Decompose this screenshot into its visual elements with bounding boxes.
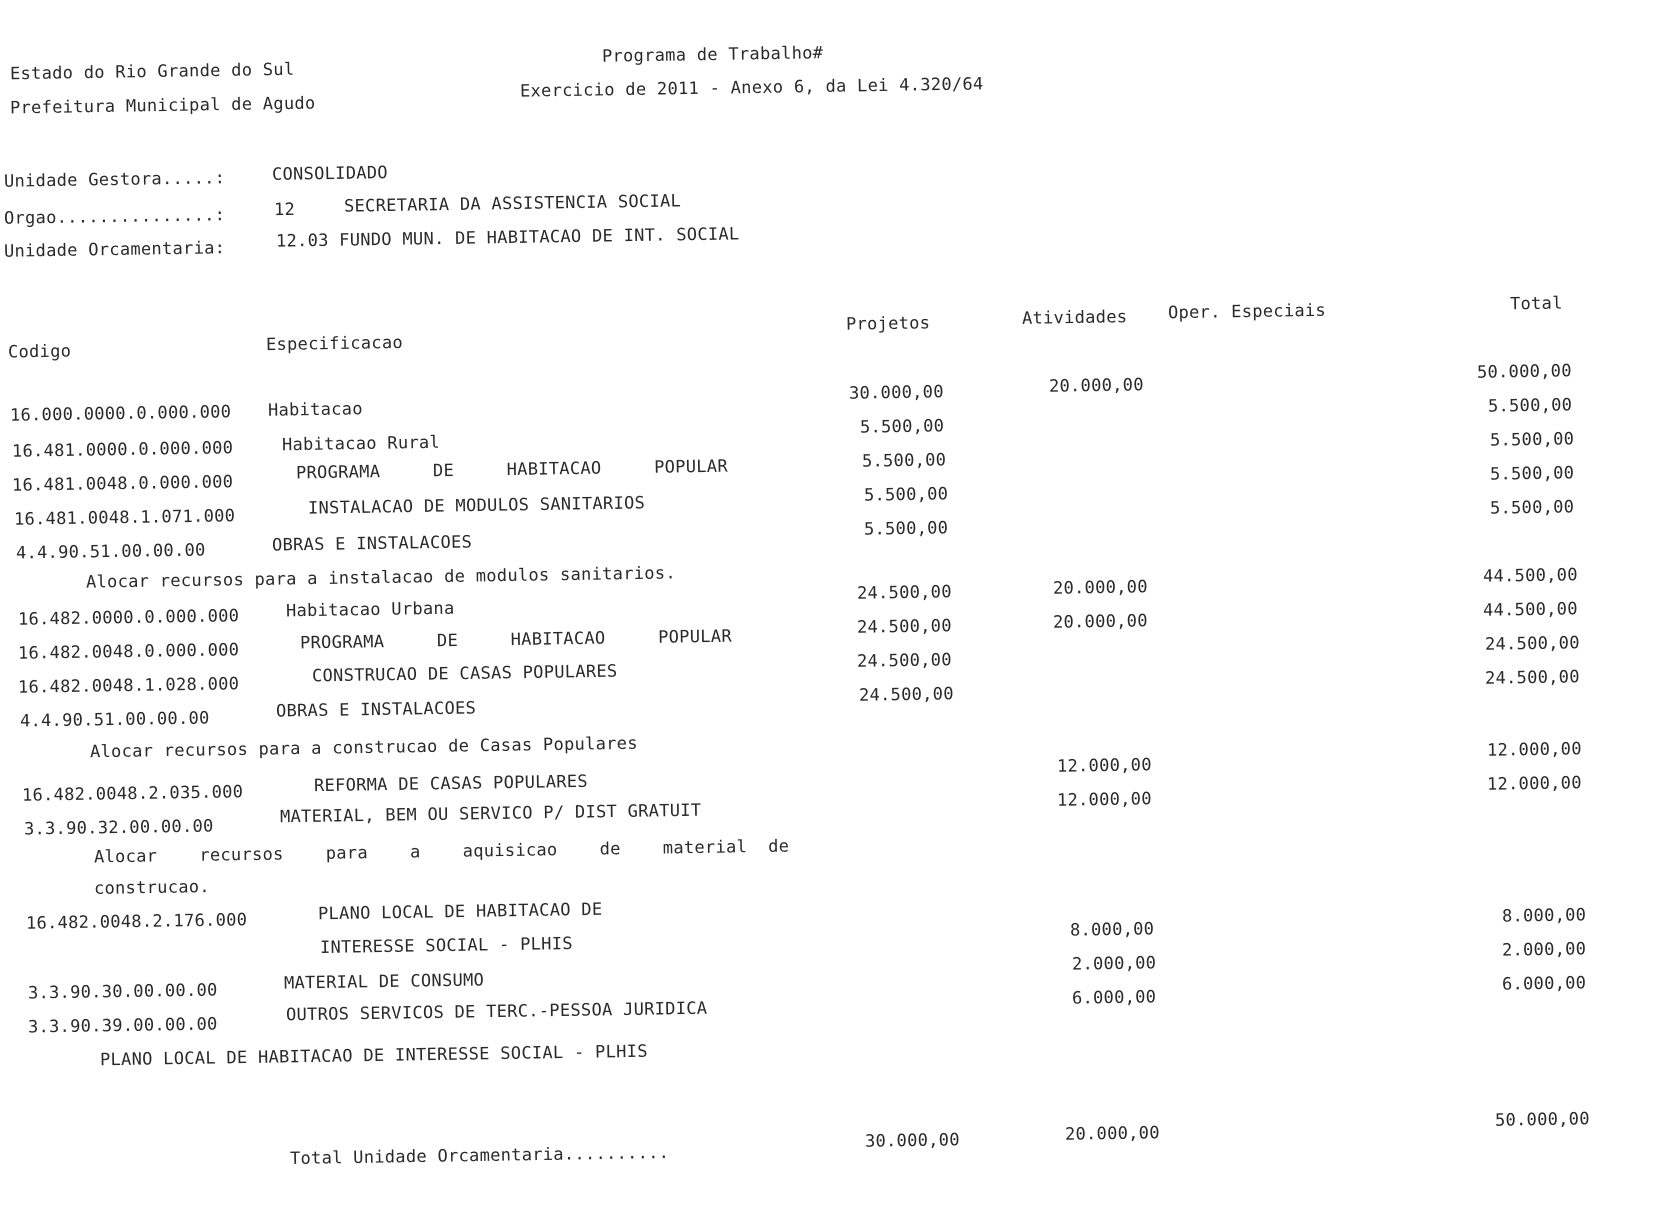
row-atividades: 20.000,00	[1053, 611, 1149, 633]
row-code: 16.482.0000.0.000.000	[17, 606, 240, 630]
row-code: 16.482.0048.1.028.000	[17, 674, 240, 698]
row-projetos: 24.500,00	[857, 616, 953, 638]
row-code: 16.482.0048.0.000.000	[17, 640, 240, 664]
row-code: 16.000.0000.0.000.000	[9, 402, 232, 426]
row-total: 12.000,00	[1487, 739, 1583, 761]
unidade-gestora-label: Unidade Gestora.....:	[3, 168, 226, 192]
row-projetos: 5.500,00	[863, 484, 949, 506]
row-spec: PLANO LOCAL DE HABITACAO DE	[317, 899, 603, 925]
row-note: Alocar recursos para a aquisicao de material de	[93, 836, 790, 868]
program-title: Programa de Trabalho#	[601, 43, 824, 67]
total-unidade-label: Total Unidade Orcamentaria..........	[289, 1143, 670, 1169]
row-projetos: 24.500,00	[859, 684, 955, 706]
row-total: 5.500,00	[1489, 429, 1575, 451]
orgao-code: 12	[273, 199, 296, 221]
orgao-name: SECRETARIA DA ASSISTENCIA SOCIAL	[343, 191, 682, 217]
row-total: 44.500,00	[1483, 599, 1579, 621]
total-projetos: 30.000,00	[865, 1130, 961, 1152]
col-total: Total	[1509, 293, 1563, 315]
row-projetos: 24.500,00	[857, 650, 953, 672]
row-spec: PROGRAMA DE HABITACAO POPULAR	[299, 626, 733, 654]
row-total: 6.000,00	[1501, 973, 1587, 995]
row-spec: OBRAS E INSTALACOES	[271, 532, 473, 556]
row-atividades: 12.000,00	[1057, 789, 1153, 811]
col-atividades: Atividades	[1021, 307, 1128, 329]
row-code: 4.4.90.51.00.00.00	[19, 708, 210, 732]
row-atividades: 8.000,00	[1069, 919, 1155, 941]
row-total: 44.500,00	[1483, 565, 1579, 587]
row-total: 12.000,00	[1487, 773, 1583, 795]
row-spec: Habitacao Urbana	[285, 598, 455, 622]
col-codigo: Codigo	[7, 341, 72, 363]
row-note: construcao.	[93, 877, 211, 899]
row-code: 3.3.90.39.00.00.00	[27, 1014, 218, 1038]
row-total: 2.000,00	[1501, 939, 1587, 961]
row-total: 8.000,00	[1501, 905, 1587, 927]
row-projetos: 24.500,00	[857, 582, 953, 604]
municipality-name: Prefeitura Municipal de Agudo	[9, 93, 316, 119]
orgao-label: Orgao...............:	[3, 205, 226, 229]
row-atividades: 2.000,00	[1071, 953, 1157, 975]
row-spec: CONSTRUCAO DE CASAS POPULARES	[311, 661, 618, 687]
row-note: Alocar recursos para a instalacao de modulos sanitarios.	[85, 563, 677, 593]
row-projetos: 30.000,00	[849, 382, 945, 404]
row-spec: INSTALACAO DE MODULOS SANITARIOS	[307, 493, 646, 519]
row-spec: PROGRAMA DE HABITACAO POPULAR	[295, 456, 729, 484]
row-total: 5.500,00	[1489, 497, 1575, 519]
row-code: 16.481.0048.0.000.000	[11, 472, 234, 496]
row-note: Alocar recursos para a construcao de Casas Populares	[89, 733, 638, 763]
col-projetos: Projetos	[845, 313, 931, 335]
row-total: 24.500,00	[1485, 667, 1581, 689]
unidade-orcamentaria-value: 12.03 FUNDO MUN. DE HABITACAO DE INT. SOCIAL	[275, 224, 740, 252]
row-atividades: 20.000,00	[1049, 375, 1145, 397]
row-code: 16.481.0000.0.000.000	[11, 438, 234, 462]
state-name: Estado do Rio Grande do Sul	[9, 59, 295, 85]
unidade-orcamentaria-label: Unidade Orcamentaria:	[3, 238, 226, 262]
row-code: 16.482.0048.2.035.000	[21, 782, 244, 806]
row-total: 24.500,00	[1485, 633, 1581, 655]
row-atividades: 20.000,00	[1053, 577, 1149, 599]
row-spec: REFORMA DE CASAS POPULARES	[313, 771, 589, 797]
row-code: 4.4.90.51.00.00.00	[15, 540, 206, 564]
row-projetos: 5.500,00	[859, 416, 945, 438]
total-atividades: 20.000,00	[1065, 1123, 1161, 1145]
row-spec: MATERIAL DE CONSUMO	[283, 970, 485, 994]
row-spec: OUTROS SERVICOS DE TERC.-PESSOA JURIDICA	[285, 998, 708, 1026]
row-total: 50.000,00	[1477, 361, 1573, 383]
row-spec: OBRAS E INSTALACOES	[275, 698, 477, 722]
row-projetos: 5.500,00	[863, 518, 949, 540]
row-spec: MATERIAL, BEM OU SERVICO P/ DIST GRATUIT	[279, 800, 702, 828]
total-total: 50.000,00	[1495, 1109, 1591, 1131]
row-spec: Habitacao Rural	[281, 432, 441, 456]
row-code: 16.481.0048.1.071.000	[13, 506, 236, 530]
row-projetos: 5.500,00	[861, 450, 947, 472]
row-total: 5.500,00	[1487, 395, 1573, 417]
row-note: PLANO LOCAL DE HABITACAO DE INTERESSE SOCIAL - PLHIS	[99, 1041, 648, 1071]
row-code: 3.3.90.30.00.00.00	[27, 980, 218, 1004]
row-spec: Habitacao	[267, 399, 363, 421]
col-especificacao: Especificacao	[265, 332, 404, 356]
row-atividades: 12.000,00	[1057, 755, 1153, 777]
row-code: 3.3.90.32.00.00.00	[23, 816, 214, 840]
row-code: 16.482.0048.2.176.000	[25, 910, 248, 934]
col-oper-especiais: Oper. Especiais	[1167, 300, 1327, 324]
exercise-title: Exercicio de 2011 - Anexo 6, da Lei 4.320/64	[519, 74, 984, 102]
row-spec: INTERESSE SOCIAL - PLHIS	[319, 934, 573, 958]
row-total: 5.500,00	[1489, 463, 1575, 485]
row-atividades: 6.000,00	[1071, 987, 1157, 1009]
unidade-gestora-value: CONSOLIDADO	[271, 163, 389, 185]
